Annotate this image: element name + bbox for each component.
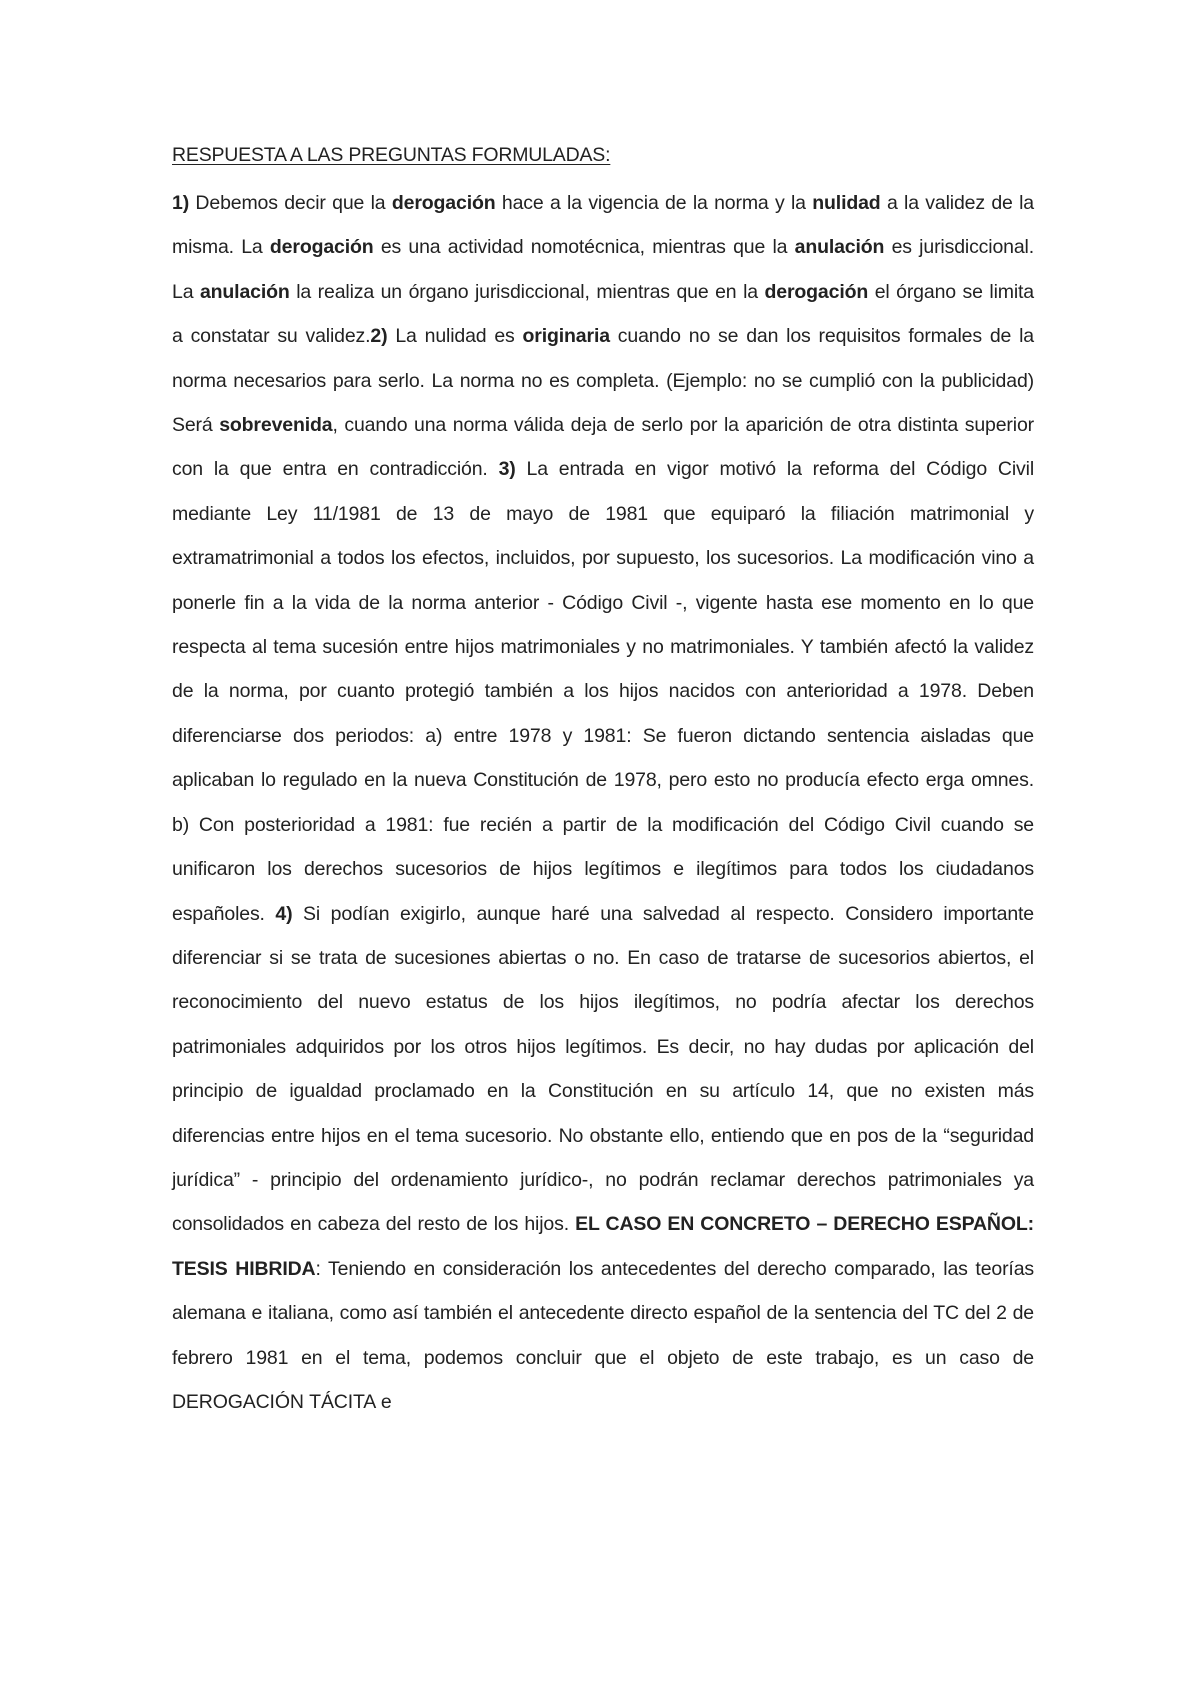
- bold-text-run: anulación: [199, 280, 290, 303]
- body-paragraph: [172, 181, 1034, 1424]
- text-run: La entrada en vigor motivó la reforma del Código Civil mediante Ley 11/1981 de 13 de mayo de 1981 que equiparó la filiación matrimonial y extramatrimonial a todos los efectos, incluidos, por supuesto, los sucesorios. La modificación vino a ponerle fin a la vida de la norma anterior - Código Civil -, vigente hasta ese momento en lo que respecta al tema sucesión entre hijos matrimoniales y no matrimoniales. Y también afectó la validez de la norma, por cuanto protegió también a los hijos nacidos con anterioridad a 1978. Deben diferenciarse dos periodos: a) entre 1978 y 1981: Se fueron dictando sentencia aisladas que aplicaban lo regulado en la nueva Constitución de 1978, pero esto no producía efecto erga omnes. b) Con posterioridad a 1981: fue recién a partir de la modificación del Código Civil cuando se unificaron los derechos sucesorios de hijos legítimos e ilegítimos para todos los ciudadanos españoles.: [172, 458, 1035, 925]
- bold-text-run: nulidad: [812, 192, 881, 214]
- bold-text-run: originaria: [522, 325, 610, 348]
- bold-text-run: derogación: [764, 280, 869, 303]
- bold-text-run: sobrevenida: [219, 414, 333, 437]
- page-heading: RESPUESTA A LAS PREGUNTAS FORMULADAS:: [172, 144, 611, 166]
- bold-text-run: anulación: [794, 236, 885, 259]
- text-run: es jurisdiccional. La: [172, 236, 1034, 303]
- text-run: : Teniendo en consideración los antecedentes del derecho comparado, las teorías alemana e italiana, como así también el antecedente directo español de la sentencia del TC del 2 de febrero 1981 en el tema, podemos concluir que el objeto de este trabajo, es un caso de DEROGACIÓN TÁCITA e: [172, 1257, 1034, 1413]
- bold-text-run: 1): [172, 192, 190, 214]
- text-run: cuando no se dan los requisitos formales de la norma necesarios para serlo. La norma no es completa. (Ejemplo: no se cumplió con la publicidad) Será: [172, 325, 1034, 437]
- text-run: Si podían exigirlo, aunque haré una salvedad al respecto. Considero importante diferenciar si se trata de sucesiones abiertas o no. En caso de tratarse de sucesorios abiertos, el reconocimiento del nuevo estatus de los hijos ilegítimos, no podría afectar los derechos patrimoniales adquiridos por los otros hijos legítimos. Es decir, no hay dudas por aplicación del principio de igualdad proclamado en la Constitución en su artículo 14, que no existen más diferencias entre hijos en el tema sucesorio. No obstante ello, entiendo que en pos de la “seguridad jurídica” - principio del ordenamiento jurídico-, no podrán reclamar derechos patrimoniales ya consolidados en cabeza del resto de los hijos.: [172, 902, 1035, 1236]
- text-run: a la validez de la misma. La: [172, 192, 1035, 259]
- text-run: hace a la vigencia de la norma y la: [495, 192, 813, 214]
- bold-text-run: 3): [498, 458, 516, 481]
- text-run: La nulidad es: [387, 325, 523, 348]
- text-run: es una actividad nomotécnica, mientras que la: [373, 236, 795, 259]
- bold-text-run: 2): [370, 325, 388, 348]
- bold-text-run: derogación: [269, 236, 374, 259]
- text-run: , cuando una norma válida deja de serlo por la aparición de otra distinta superior con la que entra en contradicción.: [172, 414, 1034, 481]
- bold-text-run: EL CASO EN CONCRETO – DERECHO ESPAÑOL: TESIS HIBRIDA: [172, 1213, 1034, 1280]
- text-run: el órgano se limita a constatar su validez.: [172, 280, 1034, 348]
- text-run: la realiza un órgano jurisdiccional, mientras que en la: [289, 280, 765, 303]
- bold-text-run: 4): [275, 902, 293, 925]
- text-run: Debemos decir que la: [189, 192, 392, 214]
- bold-text-run: derogación: [391, 192, 496, 214]
